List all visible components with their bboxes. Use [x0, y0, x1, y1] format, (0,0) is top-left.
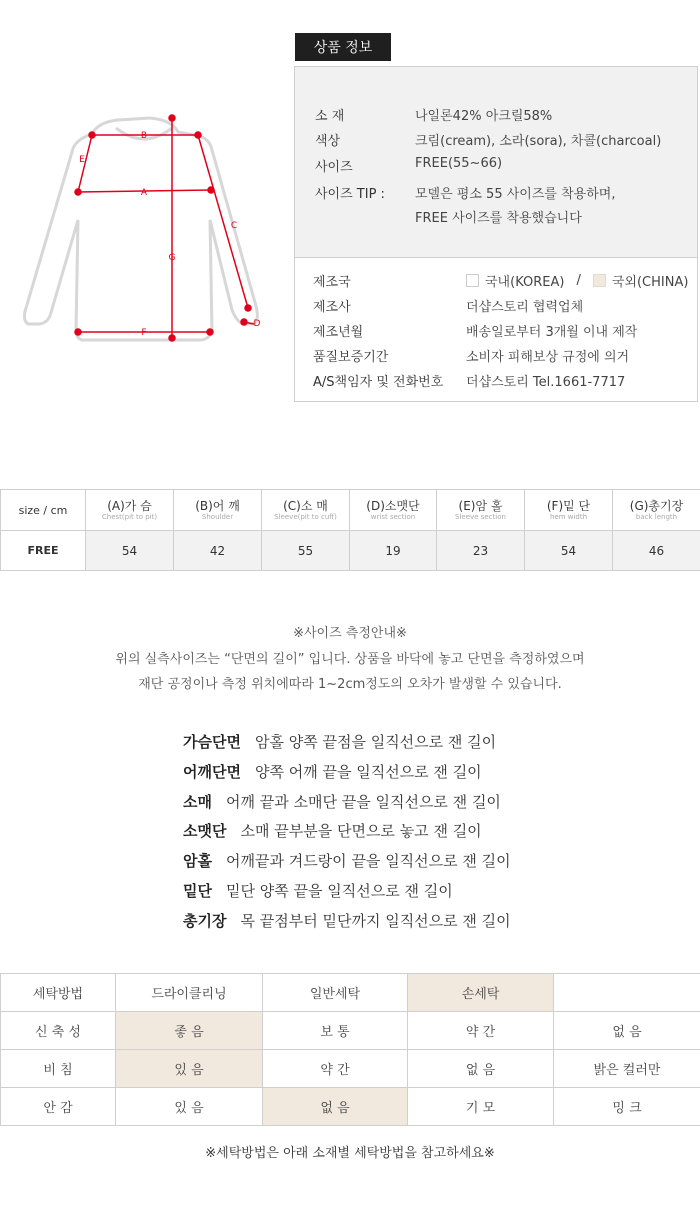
- size-col-hem: [525, 490, 613, 531]
- spec-label: 사이즈: [315, 160, 353, 175]
- size-table-header: [1, 490, 700, 531]
- col-main: (F)밑 단: [546, 498, 591, 513]
- definition-term: 가슴단면: [183, 733, 241, 751]
- china-label: 국외(CHINA): [611, 275, 689, 290]
- wash-cell: 있 음: [116, 1050, 263, 1088]
- mfg-label: 품질보증기간: [313, 350, 389, 365]
- col-sub: wrist section: [370, 512, 416, 521]
- size-col-chest: [86, 490, 174, 531]
- definition-hem: [183, 880, 453, 901]
- size-guide-line: 위의 실측사이즈는 “단면의 길이” 입니다. 상품을 바닥에 놓고 단면을 측정하였으며: [115, 652, 585, 667]
- wash-header-cell: [554, 974, 700, 1012]
- spec-value: 나일론42% 아크릴58%: [415, 109, 553, 124]
- size-col-shoulder: [174, 490, 262, 531]
- definition-armhole: [183, 850, 511, 871]
- diagram-label-b: B: [140, 131, 148, 141]
- col-sub: Sleeve section: [455, 512, 506, 521]
- definition-desc: 밑단 양쪽 끝을 일직선으로 잰 길이: [225, 882, 453, 900]
- diagram-label-a: A: [140, 188, 148, 198]
- col-main: (C)소 매: [283, 498, 328, 513]
- size-col-wrist: [350, 490, 437, 531]
- wash-cell: 약 간: [263, 1050, 408, 1088]
- wash-cell: 밍 크: [554, 1088, 700, 1126]
- wash-cell: 있 음: [116, 1088, 263, 1126]
- country-options: [466, 271, 688, 290]
- wash-note: ※세탁방법은 아래 소재별 세탁방법을 참고하세요※: [205, 1146, 495, 1161]
- wash-cell: 보 통: [263, 1012, 408, 1050]
- wash-row-label: 신 축 성: [1, 1012, 116, 1050]
- mfg-label: 제조사: [313, 300, 351, 315]
- table-row: [1, 531, 700, 571]
- spec-value: 모델은 평소 55 사이즈를 착용하며,: [415, 187, 616, 202]
- spec-value: FREE 사이즈를 착용했습니다: [415, 211, 582, 226]
- garment-measurement-diagram: [20, 110, 280, 350]
- definition-desc: 어깨 끝과 소매단 끝을 일직선으로 잰 길이: [225, 793, 501, 811]
- wash-cell: 없 음: [263, 1088, 408, 1126]
- size-col-armhole: [437, 490, 525, 531]
- definition-desc: 양쪽 어깨 끝을 일직선으로 잰 길이: [254, 763, 482, 781]
- mfg-label: 제조국: [313, 275, 351, 290]
- spec-value: FREE(55~66): [415, 156, 503, 171]
- spec-label: 색상: [315, 134, 341, 149]
- wash-header-cell: 세탁방법: [1, 974, 116, 1012]
- mfg-value: 배송일로부터 3개월 이내 제작: [466, 325, 638, 340]
- size-value: 54: [86, 531, 174, 571]
- size-table: [0, 489, 700, 571]
- col-main: (A)가 슴: [107, 498, 152, 513]
- col-sub: Chest(pit to pit): [101, 512, 158, 521]
- wash-header-cell: 일반세탁: [263, 974, 408, 1012]
- sweater-outline: [24, 118, 257, 340]
- mfg-value: 더샵스토리 Tel.1661-7717: [466, 375, 626, 390]
- size-col-sleeve: [262, 490, 350, 531]
- wash-header-cell: 드라이클리닝: [116, 974, 263, 1012]
- size-unit-label: size / cm: [1, 490, 86, 531]
- mfg-label: 제조년월: [313, 325, 364, 340]
- spec-label: 사이즈 TIP :: [315, 187, 385, 202]
- diagram-label-c: C: [230, 221, 238, 231]
- definition-shoulder: [183, 761, 482, 782]
- wash-cell: 약 간: [408, 1012, 554, 1050]
- col-main: (D)소맷단: [366, 498, 420, 513]
- diagram-label-g: G: [168, 253, 176, 263]
- size-value: 55: [262, 531, 350, 571]
- definition-desc: 목 끝점부터 밑단까지 일직선으로 잰 길이: [240, 912, 511, 930]
- wash-table-header: [1, 974, 700, 1012]
- spec-label: 소 재: [315, 109, 345, 124]
- table-row: [1, 1088, 700, 1126]
- definition-chest: [183, 731, 496, 752]
- diagram-label-f: F: [141, 328, 147, 338]
- country-separator: /: [576, 273, 581, 288]
- col-main: (E)암 홀: [458, 498, 503, 513]
- definition-wrist: [183, 820, 482, 841]
- definition-sleeve: [183, 791, 501, 812]
- product-info-title: 상품 정보: [295, 33, 391, 61]
- wash-row-label: 안 감: [1, 1088, 116, 1126]
- table-row: [1, 1012, 700, 1050]
- definition-term: 암홀: [183, 852, 212, 870]
- spec-section: [295, 67, 697, 257]
- definition-length: [183, 910, 511, 931]
- definition-desc: 어깨끝과 겨드랑이 끝을 일직선으로 잰 길이: [225, 852, 511, 870]
- wash-cell: 없 음: [408, 1050, 554, 1088]
- diagram-label-d: D: [253, 319, 261, 329]
- wash-table: [0, 973, 700, 1126]
- wash-cell: 좋 음: [116, 1012, 263, 1050]
- wash-header-cell: 손세탁: [408, 974, 554, 1012]
- table-row: [1, 1050, 700, 1088]
- definition-desc: 소매 끝부분을 단면으로 놓고 잰 길이: [240, 822, 482, 840]
- definition-term: 소맷단: [183, 822, 227, 840]
- mfg-value: 더샵스토리 협력업체: [466, 300, 584, 315]
- product-info-box: [294, 66, 698, 402]
- size-value: 42: [174, 531, 262, 571]
- col-sub: Shoulder: [201, 512, 234, 521]
- definition-term: 어깨단면: [183, 763, 241, 781]
- wash-cell: 기 모: [408, 1088, 554, 1126]
- size-guide-line: 재단 공정이나 측정 위치에따라 1~2cm정도의 오차가 발생할 수 있습니다.: [138, 677, 562, 692]
- korea-checkbox[interactable]: [466, 274, 479, 287]
- wash-cell: 밝은 컬러만: [554, 1050, 700, 1088]
- definition-term: 총기장: [183, 912, 227, 930]
- col-main: (B)어 깨: [195, 498, 240, 513]
- size-guide-title: ※사이즈 측정안내※: [293, 626, 407, 641]
- wash-row-label: 비 침: [1, 1050, 116, 1088]
- definition-desc: 암홀 양쪽 끝점을 일직선으로 잰 길이: [254, 733, 497, 751]
- size-value: 54: [525, 531, 613, 571]
- size-value: 23: [437, 531, 525, 571]
- col-main: (G)총기장: [629, 498, 684, 513]
- manufacture-section: [295, 257, 697, 401]
- definition-term: 소매: [183, 793, 212, 811]
- mfg-value: 소비자 피해보상 규정에 의거: [466, 350, 630, 365]
- china-checkbox[interactable]: [593, 274, 606, 287]
- korea-label: 국내(KOREA): [485, 275, 565, 290]
- size-col-length: [613, 490, 700, 531]
- definition-term: 밑단: [183, 882, 212, 900]
- size-name: FREE: [1, 531, 86, 571]
- mfg-label: A/S책임자 및 전화번호: [313, 375, 444, 390]
- col-sub: back length: [635, 512, 678, 521]
- diagram-label-e: E: [79, 155, 85, 165]
- col-sub: hem width: [549, 512, 588, 521]
- col-sub: Sleeve(pit to cuff): [274, 512, 337, 521]
- wash-cell: 없 음: [554, 1012, 700, 1050]
- size-value: 19: [350, 531, 437, 571]
- spec-value: 크림(cream), 소라(sora), 차콜(charcoal): [415, 134, 662, 149]
- size-value: 46: [613, 531, 700, 571]
